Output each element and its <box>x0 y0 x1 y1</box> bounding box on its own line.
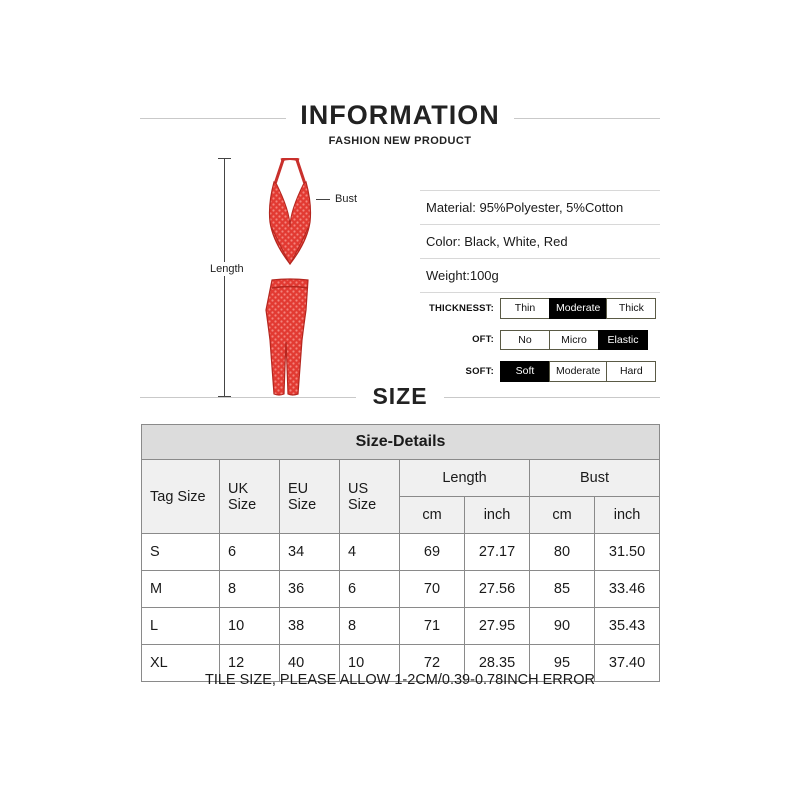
table-row <box>142 571 660 608</box>
cell-us-size: 10 <box>340 645 400 682</box>
header-us-size: US Size <box>340 460 400 534</box>
attribute-row-softness <box>412 361 660 382</box>
cell-eu-size: 36 <box>280 571 340 608</box>
option-moderate-thickness[interactable]: Moderate <box>549 298 607 319</box>
length-measure-bracket <box>218 158 232 396</box>
size-table-container <box>141 424 659 682</box>
cell-length-inch: 28.35 <box>465 645 530 682</box>
size-heading: SIZE <box>356 383 443 410</box>
cell-eu-size: 34 <box>280 534 340 571</box>
spec-color: Color: Black, White, Red <box>420 225 660 259</box>
cell-uk-size: 8 <box>220 571 280 608</box>
garment-illustration <box>150 150 400 400</box>
attribute-options-thickness <box>500 298 655 319</box>
option-moderate-softness[interactable]: Moderate <box>549 361 607 382</box>
option-soft[interactable]: Soft <box>500 361 550 382</box>
size-details-table <box>141 424 660 682</box>
cell-bust-inch: 37.40 <box>595 645 660 682</box>
cell-bust-cm: 80 <box>530 534 595 571</box>
page-title: INFORMATION <box>286 100 513 131</box>
spec-material: Material: 95%Polyester, 5%Cotton <box>420 190 660 225</box>
length-measure-label: Length <box>210 263 244 275</box>
option-thick[interactable]: Thick <box>606 298 656 319</box>
header-bust: Bust <box>530 460 660 497</box>
header-bust-inch: inch <box>595 497 660 534</box>
header-tag-size: Tag Size <box>142 460 220 534</box>
header-length: Length <box>400 460 530 497</box>
option-no[interactable]: No <box>500 330 550 351</box>
attribute-scales <box>412 298 660 393</box>
cell-tag-size: XL <box>142 645 220 682</box>
bust-measure-label: Bust <box>335 193 358 205</box>
page-subtitle: FASHION NEW PRODUCT <box>328 135 472 147</box>
attribute-label-elasticity: OFT: <box>472 334 494 346</box>
table-title-row <box>142 425 660 460</box>
bust-measure-pointer <box>316 193 357 205</box>
cell-bust-cm: 85 <box>530 571 595 608</box>
cell-bust-cm: 90 <box>530 608 595 645</box>
header-uk-size: UK Size <box>220 460 280 534</box>
size-section-header <box>140 383 660 410</box>
header-eu-size: EU Size <box>280 460 340 534</box>
header-length-cm: cm <box>400 497 465 534</box>
cell-length-cm: 71 <box>400 608 465 645</box>
attribute-label-thickness: THICKNESST: <box>428 302 494 314</box>
cell-length-inch: 27.56 <box>465 571 530 608</box>
cell-bust-inch: 33.46 <box>595 571 660 608</box>
cell-us-size: 6 <box>340 571 400 608</box>
cell-length-cm: 72 <box>400 645 465 682</box>
cell-eu-size: 40 <box>280 645 340 682</box>
attribute-options-softness <box>500 361 655 382</box>
cell-uk-size: 6 <box>220 534 280 571</box>
cell-us-size: 8 <box>340 608 400 645</box>
header-length-inch: inch <box>465 497 530 534</box>
table-title: Size-Details <box>142 425 660 460</box>
cell-tag-size: S <box>142 534 220 571</box>
option-hard[interactable]: Hard <box>606 361 656 382</box>
header-bust-cm: cm <box>530 497 595 534</box>
cell-us-size: 4 <box>340 534 400 571</box>
option-thin[interactable]: Thin <box>500 298 550 319</box>
spec-weight: Weight:100g <box>420 259 660 293</box>
cell-eu-size: 38 <box>280 608 340 645</box>
cell-uk-size: 10 <box>220 608 280 645</box>
attribute-options-elasticity <box>500 330 647 351</box>
cell-tag-size: L <box>142 608 220 645</box>
option-micro[interactable]: Micro <box>549 330 599 351</box>
specification-list <box>420 190 660 293</box>
stockings-illustration <box>250 278 330 396</box>
cell-length-inch: 27.17 <box>465 534 530 571</box>
attribute-label-softness: SOFT: <box>465 365 494 377</box>
option-elastic[interactable]: Elastic <box>598 330 648 351</box>
cell-tag-size: M <box>142 571 220 608</box>
cell-length-cm: 69 <box>400 534 465 571</box>
table-header-row-1 <box>142 460 660 497</box>
information-header <box>140 100 660 147</box>
attribute-row-thickness <box>412 298 660 319</box>
cell-uk-size: 12 <box>220 645 280 682</box>
cell-length-inch: 27.95 <box>465 608 530 645</box>
bust-pointer-line <box>316 199 330 200</box>
cell-bust-cm: 95 <box>530 645 595 682</box>
attribute-row-elasticity <box>412 330 660 351</box>
cell-bust-inch: 31.50 <box>595 534 660 571</box>
table-row <box>142 608 660 645</box>
size-disclaimer-note: TILE SIZE, PLEASE ALLOW 1-2CM/0.39-0.78INCH ERROR <box>204 672 596 688</box>
cell-length-cm: 70 <box>400 571 465 608</box>
table-row <box>142 534 660 571</box>
bodysuit-illustration <box>245 158 335 268</box>
cell-bust-inch: 35.43 <box>595 608 660 645</box>
